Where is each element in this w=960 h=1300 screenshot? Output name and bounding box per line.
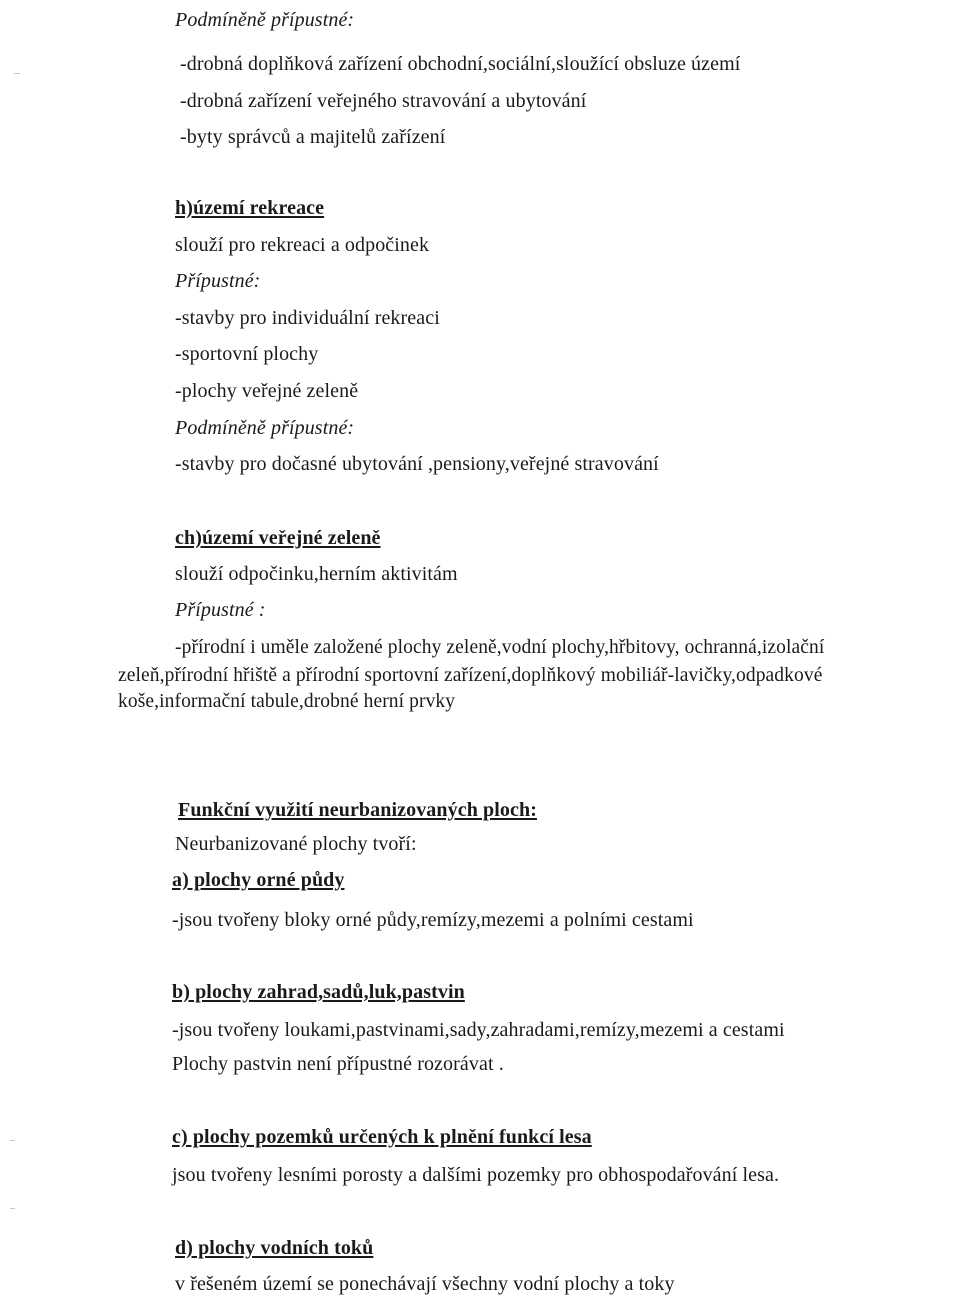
conditional-label: Podmíněně přípustné: bbox=[175, 417, 355, 439]
list-item: -drobná zařízení veřejného stravování a ubytování bbox=[180, 90, 587, 112]
subsection-heading: d) plochy vodních toků bbox=[175, 1237, 374, 1259]
subsection-text: -jsou tvořeny bloky orné půdy,remízy,mezemi a polními cestami bbox=[172, 909, 694, 931]
subsection-heading: c) plochy pozemků určených k plnění funkcí lesa bbox=[172, 1126, 592, 1148]
subsection-text: v řešeném území se ponechávají všechny vodní plochy a toky bbox=[175, 1273, 675, 1295]
list-item: -stavby pro individuální rekreaci bbox=[175, 307, 440, 329]
scan-speck bbox=[14, 73, 20, 74]
section-purpose: slouží odpočinku,herním aktivitám bbox=[175, 563, 458, 585]
conditional-label: Podmíněně přípustné: bbox=[175, 9, 355, 31]
paragraph-line: koše,informační tabule,drobné herní prvky bbox=[118, 691, 456, 712]
subsection-text: jsou tvořeny lesními porosty a dalšími pozemky pro obhospodařování lesa. bbox=[172, 1164, 780, 1186]
subsection-note: Plochy pastvin není přípustné rozorávat . bbox=[172, 1053, 504, 1075]
paragraph-line: -přírodní i uměle založené plochy zeleně,vodní plochy,hřbitovy, ochranná,izolační bbox=[175, 637, 825, 658]
list-item: -stavby pro dočasné ubytování ,pensiony,veřejné stravování bbox=[175, 453, 659, 475]
scan-speck bbox=[10, 1140, 15, 1141]
list-item: -plochy veřejné zeleně bbox=[175, 380, 359, 402]
section-heading: ch)území veřejné zeleně bbox=[175, 527, 381, 549]
section-intro: Neurbanizované plochy tvoří: bbox=[175, 833, 417, 855]
section-heading: h)území rekreace bbox=[175, 197, 325, 219]
allowed-label: Přípustné: bbox=[175, 270, 261, 292]
list-item: -drobná doplňková zařízení obchodní,sociální,sloužící obsluze území bbox=[180, 53, 741, 75]
subsection-heading: b) plochy zahrad,sadů,luk,pastvin bbox=[172, 981, 465, 1003]
allowed-label: Přípustné : bbox=[175, 599, 266, 621]
subsection-text: -jsou tvořeny loukami,pastvinami,sady,zahradami,remízy,mezemi a cestami bbox=[172, 1019, 785, 1041]
section-heading: Funkční využití neurbanizovaných ploch: bbox=[178, 799, 537, 821]
section-purpose: slouží pro rekreaci a odpočinek bbox=[175, 234, 430, 256]
paragraph-line: zeleň,přírodní hřiště a přírodní sportovní zařízení,doplňkový mobiliář-lavičky,odpadkové bbox=[118, 665, 823, 686]
list-item: -sportovní plochy bbox=[175, 343, 319, 365]
scan-speck bbox=[10, 1208, 15, 1209]
subsection-heading: a) plochy orné půdy bbox=[172, 869, 345, 891]
list-item: -byty správců a majitelů zařízení bbox=[180, 126, 446, 148]
